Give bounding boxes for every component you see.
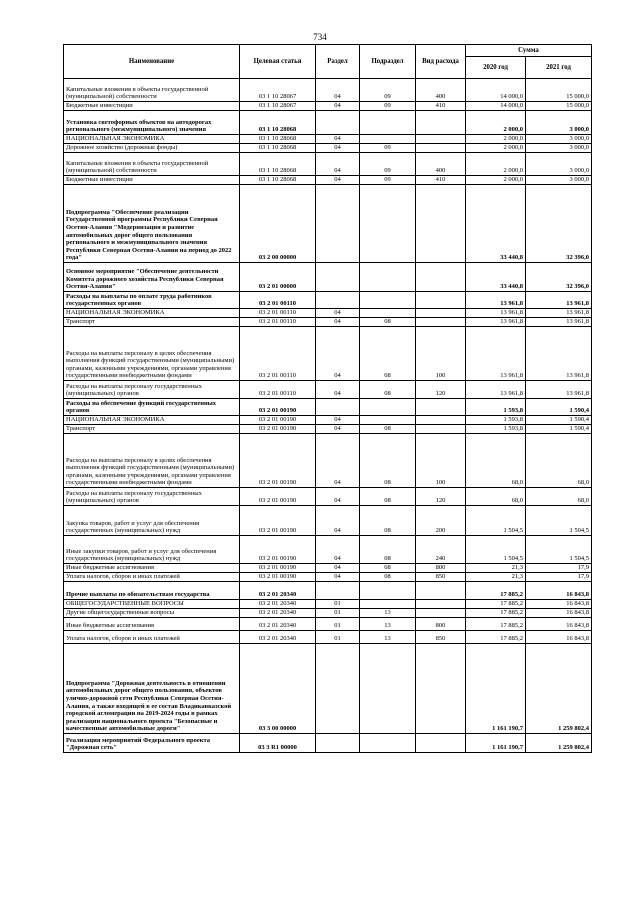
cell-sum-2020: 13 961,8	[466, 292, 526, 309]
cell-target-article: 03 2 01 00110	[240, 318, 316, 327]
cell-sum-2020: 13 961,8	[466, 327, 526, 381]
cell-name: Капитальные вложения в объекты государственной (муниципальной) собственности	[64, 79, 240, 102]
cell-sum-2021: 1 590,4	[526, 416, 592, 425]
cell-name: Прочие выплаты по обязательствам государства	[64, 582, 240, 600]
header-expense-type: Вид расхода	[416, 45, 466, 79]
cell-name: Бюджетные инвестиции	[64, 176, 240, 185]
cell-expense-type	[416, 135, 466, 144]
cell-expense-type	[416, 582, 466, 600]
cell-subsection: 08	[360, 318, 416, 327]
cell-expense-type	[416, 399, 466, 416]
cell-target-article: 03 2 01 20340	[240, 582, 316, 600]
cell-subsection: 13	[360, 631, 416, 644]
cell-expense-type: 410	[416, 176, 466, 185]
cell-sum-2021: 15 000,0	[526, 79, 592, 102]
cell-name: Иные бюджетные ассигнования	[64, 618, 240, 631]
cell-section	[316, 292, 360, 309]
cell-expense-type: 800	[416, 564, 466, 573]
cell-sum-2021: 68,0	[526, 434, 592, 488]
cell-sum-2021: 3 000,0	[526, 176, 592, 185]
cell-name: Транспорт	[64, 318, 240, 327]
table-row	[64, 416, 592, 425]
cell-sum-2021: 32 396,0	[526, 263, 592, 292]
cell-name: Основное мероприятие "Обеспечение деятельности Комитета дорожного хозяйства Республики Северная Осетия-Алания"	[64, 263, 240, 292]
table-row	[64, 185, 592, 263]
cell-target-article: 03 2 01 00190	[240, 425, 316, 434]
table-body	[64, 79, 592, 753]
cell-name: Закупка товаров, работ и услуг для обеспечения государственных (муниципальных) нужд	[64, 506, 240, 536]
cell-sum-2020: 1 593,8	[466, 399, 526, 416]
cell-section: 04	[316, 318, 360, 327]
cell-expense-type: 200	[416, 506, 466, 536]
cell-subsection: 09	[360, 79, 416, 102]
cell-section: 04	[316, 135, 360, 144]
cell-subsection	[360, 263, 416, 292]
cell-name: Установка светофорных объектов на автодорогах регионального (межмуниципального) значения	[64, 111, 240, 135]
cell-sum-2020: 2 000,0	[466, 144, 526, 153]
cell-sum-2021: 3 000,0	[526, 135, 592, 144]
cell-section	[316, 111, 360, 135]
cell-sum-2020: 13 961,8	[466, 309, 526, 318]
cell-sum-2020: 2 000,0	[466, 135, 526, 144]
cell-sum-2020: 17 885,2	[466, 600, 526, 609]
cell-target-article: 03 2 01 20340	[240, 618, 316, 631]
cell-target-article: 03 3 00 00000	[240, 644, 316, 734]
table-row	[64, 573, 592, 582]
cell-target-article: 03 2 01 00110	[240, 327, 316, 381]
cell-subsection: 08	[360, 536, 416, 564]
cell-sum-2021: 16 843,8	[526, 609, 592, 618]
table-row	[64, 434, 592, 488]
cell-expense-type	[416, 734, 466, 753]
cell-target-article: 03 2 01 00110	[240, 381, 316, 399]
cell-name: Реализация мероприятий Федерального проекта "Дорожная сеть"	[64, 734, 240, 753]
cell-subsection	[360, 416, 416, 425]
cell-name: Транспорт	[64, 425, 240, 434]
cell-expense-type: 100	[416, 434, 466, 488]
cell-sum-2021: 68,0	[526, 488, 592, 506]
table-row	[64, 582, 592, 600]
table-row	[64, 318, 592, 327]
cell-name: Расходы на выплаты персоналу в целях обеспечения выполнения функций государственными (муниципальными) органами, казенными учреждениями, органами управления государственными внебюджетными фондами	[64, 327, 240, 381]
cell-name: Бюджетные инвестиции	[64, 102, 240, 111]
cell-target-article: 03 2 01 00190	[240, 573, 316, 582]
cell-expense-type: 120	[416, 381, 466, 399]
table-row	[64, 600, 592, 609]
cell-sum-2021: 16 843,8	[526, 600, 592, 609]
cell-sum-2020: 1 593,8	[466, 425, 526, 434]
cell-target-article: 03 2 01 00190	[240, 564, 316, 573]
cell-section	[316, 582, 360, 600]
table-row	[64, 263, 592, 292]
cell-target-article: 03 1 10 28067	[240, 79, 316, 102]
cell-subsection	[360, 135, 416, 144]
header-sum: Сумма	[466, 45, 592, 57]
cell-section: 04	[316, 506, 360, 536]
cell-section	[316, 644, 360, 734]
cell-sum-2021: 13 961,8	[526, 327, 592, 381]
cell-sum-2021: 16 843,8	[526, 582, 592, 600]
cell-sum-2021: 3 000,0	[526, 144, 592, 153]
cell-name: НАЦИОНАЛЬНАЯ ЭКОНОМИКА	[64, 135, 240, 144]
cell-name: Уплата налогов, сборов и иных платежей	[64, 631, 240, 644]
cell-sum-2020: 2 000,0	[466, 111, 526, 135]
page-number: 734	[313, 32, 327, 42]
cell-section	[316, 734, 360, 753]
cell-sum-2021: 1 504,5	[526, 536, 592, 564]
cell-name: Капитальные вложения в объекты государственной (муниципальной) собственности	[64, 153, 240, 176]
cell-sum-2021: 13 961,8	[526, 309, 592, 318]
table-row	[64, 153, 592, 176]
cell-sum-2021: 16 843,8	[526, 618, 592, 631]
cell-section: 04	[316, 416, 360, 425]
cell-expense-type	[416, 609, 466, 618]
cell-sum-2021: 15 000,0	[526, 102, 592, 111]
cell-target-article: 03 2 01 20340	[240, 600, 316, 609]
cell-sum-2020: 68,0	[466, 488, 526, 506]
cell-target-article: 03 1 10 28068	[240, 176, 316, 185]
cell-expense-type	[416, 111, 466, 135]
header-target-article: Целевая статья	[240, 45, 316, 79]
cell-section: 04	[316, 573, 360, 582]
cell-expense-type	[416, 600, 466, 609]
cell-name: Подпрограмма "Дорожная деятельность в отношении автомобильных дорог общего пользования, объектов улично-дорожной сети Республики Северная Осетия-Алания, а также входящей в ее состав Владикавказской городской агломерации на 2019-2024 годы в рамках реализации национального проекта "Безопасные и качественные автомобильные дороги"	[64, 644, 240, 734]
cell-section: 04	[316, 434, 360, 488]
table-row	[64, 111, 592, 135]
cell-section: 04	[316, 309, 360, 318]
cell-section: 01	[316, 609, 360, 618]
cell-expense-type: 240	[416, 536, 466, 564]
cell-sum-2020: 14 000,0	[466, 102, 526, 111]
cell-target-article: 03 2 01 00190	[240, 434, 316, 488]
cell-sum-2020: 2 000,0	[466, 176, 526, 185]
table-row	[64, 144, 592, 153]
cell-name: Уплата налогов, сборов и иных платежей	[64, 573, 240, 582]
cell-subsection: 08	[360, 434, 416, 488]
cell-section: 01	[316, 631, 360, 644]
table-row	[64, 631, 592, 644]
cell-name: Подпрограмма "Обеспечение реализации Государственной программы Республики Северная Осетия-Алания "Модернизация и развитие автомобильных дорог общего пользования регионального и межмуниципального значения Республики Северная Осетия-Алания на период до 2022 года"	[64, 185, 240, 263]
cell-sum-2020: 68,0	[466, 434, 526, 488]
cell-subsection: 13	[360, 609, 416, 618]
cell-section	[316, 185, 360, 263]
cell-sum-2020: 21,3	[466, 564, 526, 573]
table-row	[64, 536, 592, 564]
cell-subsection: 13	[360, 618, 416, 631]
table-row	[64, 381, 592, 399]
cell-name: Расходы на обеспечение функций государственных органов	[64, 399, 240, 416]
table-row	[64, 327, 592, 381]
cell-sum-2020: 14 000,0	[466, 79, 526, 102]
cell-section: 04	[316, 153, 360, 176]
cell-target-article: 03 1 10 28068	[240, 144, 316, 153]
cell-subsection: 09	[360, 102, 416, 111]
cell-section: 04	[316, 425, 360, 434]
cell-name: НАЦИОНАЛЬНАЯ ЭКОНОМИКА	[64, 416, 240, 425]
cell-sum-2020: 13 961,8	[466, 381, 526, 399]
cell-section: 04	[316, 381, 360, 399]
cell-sum-2020: 17 885,2	[466, 609, 526, 618]
cell-subsection: 08	[360, 573, 416, 582]
cell-target-article: 03 2 01 00190	[240, 488, 316, 506]
cell-target-article: 03 2 01 00190	[240, 416, 316, 425]
cell-subsection: 09	[360, 144, 416, 153]
table-row	[64, 488, 592, 506]
cell-name: Дорожное хозяйство (дорожные фонды)	[64, 144, 240, 153]
table-row	[64, 135, 592, 144]
cell-subsection	[360, 111, 416, 135]
cell-subsection: 08	[360, 564, 416, 573]
cell-expense-type: 120	[416, 488, 466, 506]
cell-section: 04	[316, 79, 360, 102]
cell-sum-2020: 17 885,2	[466, 582, 526, 600]
cell-expense-type	[416, 416, 466, 425]
cell-section: 04	[316, 536, 360, 564]
header-subsection: Подраздел	[360, 45, 416, 79]
cell-section: 04	[316, 488, 360, 506]
table-row	[64, 292, 592, 309]
cell-sum-2020: 17 885,2	[466, 631, 526, 644]
table-row	[64, 609, 592, 618]
cell-section	[316, 399, 360, 416]
cell-sum-2020: 1 504,5	[466, 506, 526, 536]
cell-sum-2020: 1 161 190,7	[466, 644, 526, 734]
table-row	[64, 399, 592, 416]
cell-subsection	[360, 185, 416, 263]
cell-expense-type	[416, 263, 466, 292]
cell-section: 01	[316, 600, 360, 609]
cell-subsection	[360, 399, 416, 416]
table-row	[64, 644, 592, 734]
cell-sum-2021: 17,9	[526, 564, 592, 573]
cell-name: Другие общегосударственные вопросы	[64, 609, 240, 618]
cell-target-article: 03 2 01 00190	[240, 506, 316, 536]
cell-expense-type: 400	[416, 153, 466, 176]
cell-subsection	[360, 309, 416, 318]
cell-target-article: 03 2 01 00110	[240, 309, 316, 318]
cell-expense-type	[416, 185, 466, 263]
cell-sum-2021: 3 000,0	[526, 153, 592, 176]
table-row	[64, 79, 592, 102]
cell-sum-2020: 33 440,8	[466, 263, 526, 292]
header-year-2020: 2020 год	[466, 57, 526, 79]
cell-expense-type: 850	[416, 631, 466, 644]
cell-name: Иные бюджетные ассигнования	[64, 564, 240, 573]
cell-name: Иные закупки товаров, работ и услуг для обеспечения государственных (муниципальных) нужд	[64, 536, 240, 564]
cell-expense-type: 100	[416, 327, 466, 381]
cell-sum-2021: 13 961,8	[526, 381, 592, 399]
cell-sum-2021: 32 396,0	[526, 185, 592, 263]
cell-name: Расходы на выплаты персоналу в целях обеспечения выполнения функций государственными (муниципальными) органами, казенными учреждениями, органами управления государственными внебюджетными фондами	[64, 434, 240, 488]
cell-expense-type	[416, 292, 466, 309]
cell-section: 04	[316, 102, 360, 111]
cell-sum-2021: 1 504,5	[526, 506, 592, 536]
budget-table	[63, 44, 592, 753]
cell-sum-2021: 16 843,8	[526, 631, 592, 644]
cell-sum-2020: 13 961,8	[466, 318, 526, 327]
cell-section: 01	[316, 618, 360, 631]
cell-name: Расходы на выплаты персоналу государственных (муниципальных) органов	[64, 488, 240, 506]
cell-sum-2020: 1 504,5	[466, 536, 526, 564]
cell-target-article: 03 2 01 00000	[240, 263, 316, 292]
cell-expense-type: 410	[416, 102, 466, 111]
cell-subsection: 08	[360, 327, 416, 381]
cell-subsection: 08	[360, 488, 416, 506]
cell-target-article: 03 2 01 00190	[240, 536, 316, 564]
cell-target-article: 03 1 10 28067	[240, 102, 316, 111]
table-row	[64, 734, 592, 753]
cell-sum-2021: 1 590,4	[526, 425, 592, 434]
cell-sum-2021: 13 961,8	[526, 318, 592, 327]
header-name: Наименование	[64, 45, 240, 79]
cell-subsection: 08	[360, 425, 416, 434]
cell-sum-2021: 3 000,0	[526, 111, 592, 135]
cell-name: ОБЩЕГОСУДАРСТВЕННЫЕ ВОПРОСЫ	[64, 600, 240, 609]
cell-section: 04	[316, 144, 360, 153]
cell-section: 04	[316, 176, 360, 185]
cell-sum-2021: 17,9	[526, 573, 592, 582]
cell-subsection	[360, 600, 416, 609]
cell-subsection: 08	[360, 506, 416, 536]
table-row	[64, 102, 592, 111]
header-year-2021: 2021 год	[526, 57, 592, 79]
cell-sum-2020: 2 000,0	[466, 153, 526, 176]
cell-sum-2020: 1 161 190,7	[466, 734, 526, 753]
cell-target-article: 03 2 01 20340	[240, 609, 316, 618]
cell-subsection	[360, 292, 416, 309]
cell-section	[316, 263, 360, 292]
cell-subsection	[360, 582, 416, 600]
cell-subsection: 09	[360, 153, 416, 176]
cell-sum-2020: 21,3	[466, 573, 526, 582]
cell-expense-type	[416, 644, 466, 734]
table-row	[64, 506, 592, 536]
cell-sum-2021: 1 259 802,4	[526, 644, 592, 734]
cell-name: Расходы на выплаты по оплате труда работников государственных органов	[64, 292, 240, 309]
cell-subsection: 08	[360, 381, 416, 399]
cell-sum-2021: 1 590,4	[526, 399, 592, 416]
cell-section: 04	[316, 564, 360, 573]
cell-sum-2020: 1 593,8	[466, 416, 526, 425]
header-section: Раздел	[316, 45, 360, 79]
cell-target-article: 03 2 00 00000	[240, 185, 316, 263]
cell-subsection	[360, 734, 416, 753]
cell-expense-type	[416, 309, 466, 318]
cell-target-article: 03 1 10 28068	[240, 135, 316, 144]
cell-sum-2021: 13 961,8	[526, 292, 592, 309]
cell-section: 04	[316, 327, 360, 381]
cell-expense-type	[416, 318, 466, 327]
cell-sum-2020: 17 885,2	[466, 618, 526, 631]
cell-expense-type	[416, 425, 466, 434]
table-row	[64, 309, 592, 318]
cell-expense-type: 800	[416, 618, 466, 631]
cell-subsection	[360, 644, 416, 734]
table-row	[64, 176, 592, 185]
cell-expense-type	[416, 144, 466, 153]
cell-expense-type: 400	[416, 79, 466, 102]
cell-sum-2021: 1 259 802,4	[526, 734, 592, 753]
cell-target-article: 03 1 10 28068	[240, 111, 316, 135]
table-row	[64, 564, 592, 573]
cell-target-article: 03 2 01 00110	[240, 292, 316, 309]
cell-target-article: 03 3 R1 00000	[240, 734, 316, 753]
cell-name: НАЦИОНАЛЬНАЯ ЭКОНОМИКА	[64, 309, 240, 318]
cell-target-article: 03 2 01 00190	[240, 399, 316, 416]
cell-subsection: 09	[360, 176, 416, 185]
cell-sum-2020: 33 440,8	[466, 185, 526, 263]
table-row	[64, 425, 592, 434]
cell-target-article: 03 1 10 28068	[240, 153, 316, 176]
cell-expense-type: 850	[416, 573, 466, 582]
table-row	[64, 618, 592, 631]
cell-name: Расходы на выплаты персоналу государственных (муниципальных) органов	[64, 381, 240, 399]
cell-target-article: 03 2 01 20340	[240, 631, 316, 644]
